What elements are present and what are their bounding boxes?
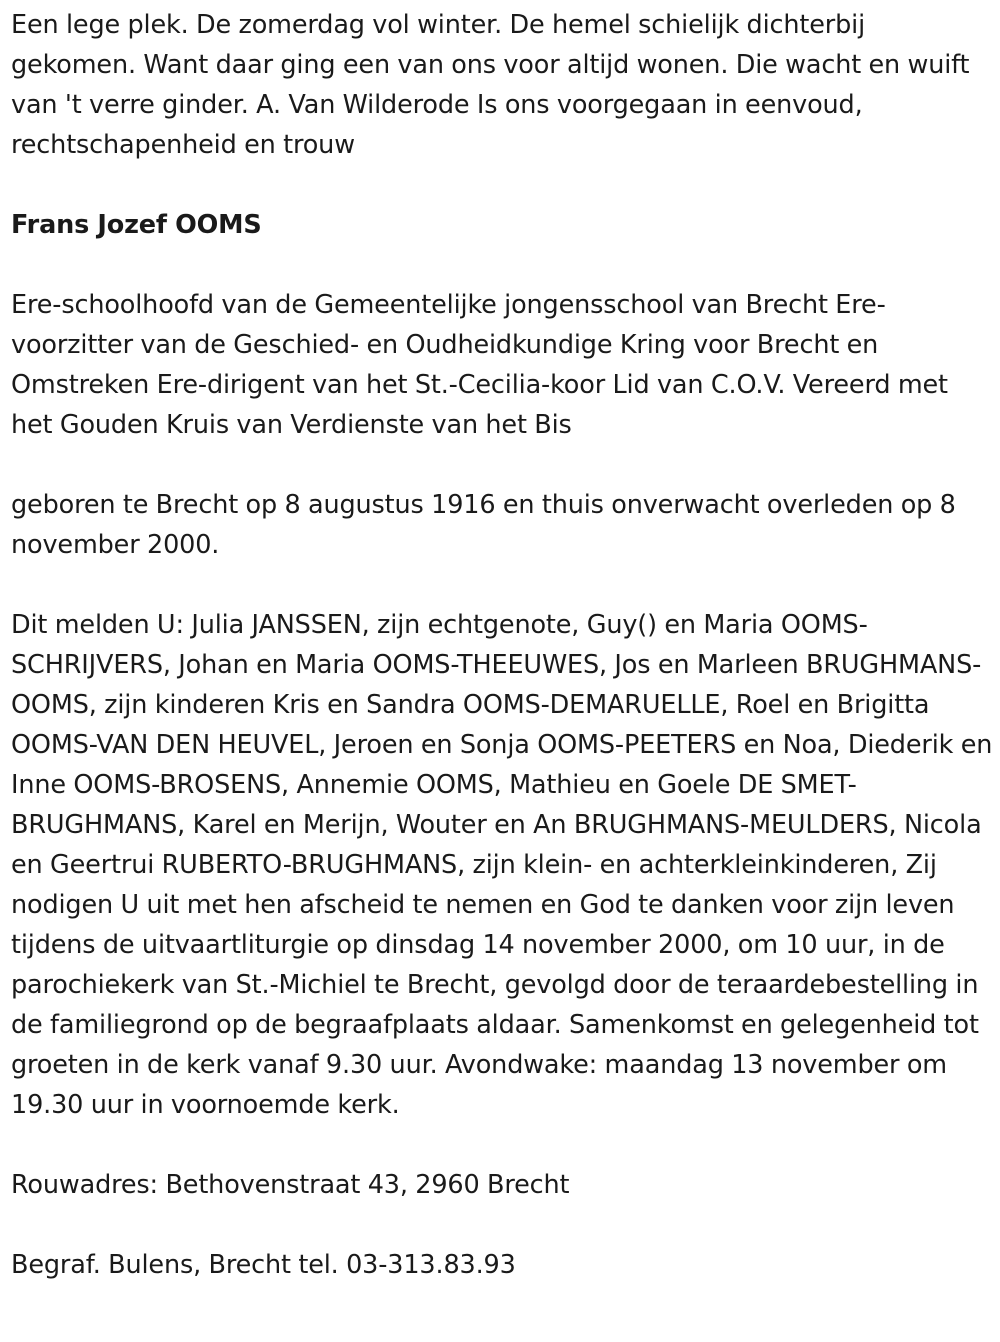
undertaker-info: Begraf. Bulens, Brecht tel. 03-313.83.93 — [11, 1250, 516, 1280]
mourning-address: Rouwadres: Bethovenstraat 43, 2960 Brecht — [11, 1170, 570, 1200]
family-announcement: Dit melden U: Julia JANSSEN, zijn echtgenote, Guy() en Maria OOMS-SCHRIJVERS, Johan en Maria OOMS-THEEUWES, Jos en Marleen BRUGHMANS-OOMS, zijn kinderen Kris en Sandra OOMS-DEMARUELLE, Roel en Brigitta OOMS-VAN DEN HEUVEL, Jeroen en Sonja OOMS-PEETERS en Noa, Diederik en Inne OOMS-BROSENS, Annemie OOMS, Mathieu en Goele DE SMET-BRUGHMANS, Karel en Merijn, Wouter en An BRUGHMANS-MEULDERS, Nicola en Geertrui RUBERTO-BRUGHMANS, zijn klein- en achterkleinkinderen, Zij nodigen U uit met hen afscheid te nemen en God te danken voor zijn leven tijdens de uitvaartliturgie op dinsdag 14 november 2000, om 10 uur, in de parochiekerk van St.-Michiel te Brecht, gevolgd door de teraardebestelling in de familiegrond op de begraafplaats aldaar. Samenkomst en gelegenheid tot groeten in de kerk vanaf 9.30 uur. Avondwake: maandag 13 november om 19.30 uur in voornoemde kerk. — [11, 610, 993, 1120]
birth-death-dates: geboren te Brecht op 8 augustus 1916 en thuis onverwacht overleden op 8 november 2000. — [11, 490, 956, 560]
deceased-name: Frans Jozef OOMS — [11, 210, 262, 240]
honorary-titles: Ere-schoolhoofd van de Gemeentelijke jongensschool van Brecht Ere-voorzitter van de Geschied- en Oudheidkundige Kring voor Brecht en Omstreken Ere-dirigent van het St.-Cecilia-koor Lid van C.O.V. Vereerd met het Gouden Kruis van Verdienste van het Bis — [11, 290, 948, 440]
intro-poem: Een lege plek. De zomerdag vol winter. De hemel schielijk dichterbij gekomen. Want daar ging een van ons voor altijd wonen. Die wacht en wuift van 't verre ginder. A. Van Wilderode Is ons voorgegaan in eenvoud, rechtschapenheid en trouw — [11, 10, 970, 160]
